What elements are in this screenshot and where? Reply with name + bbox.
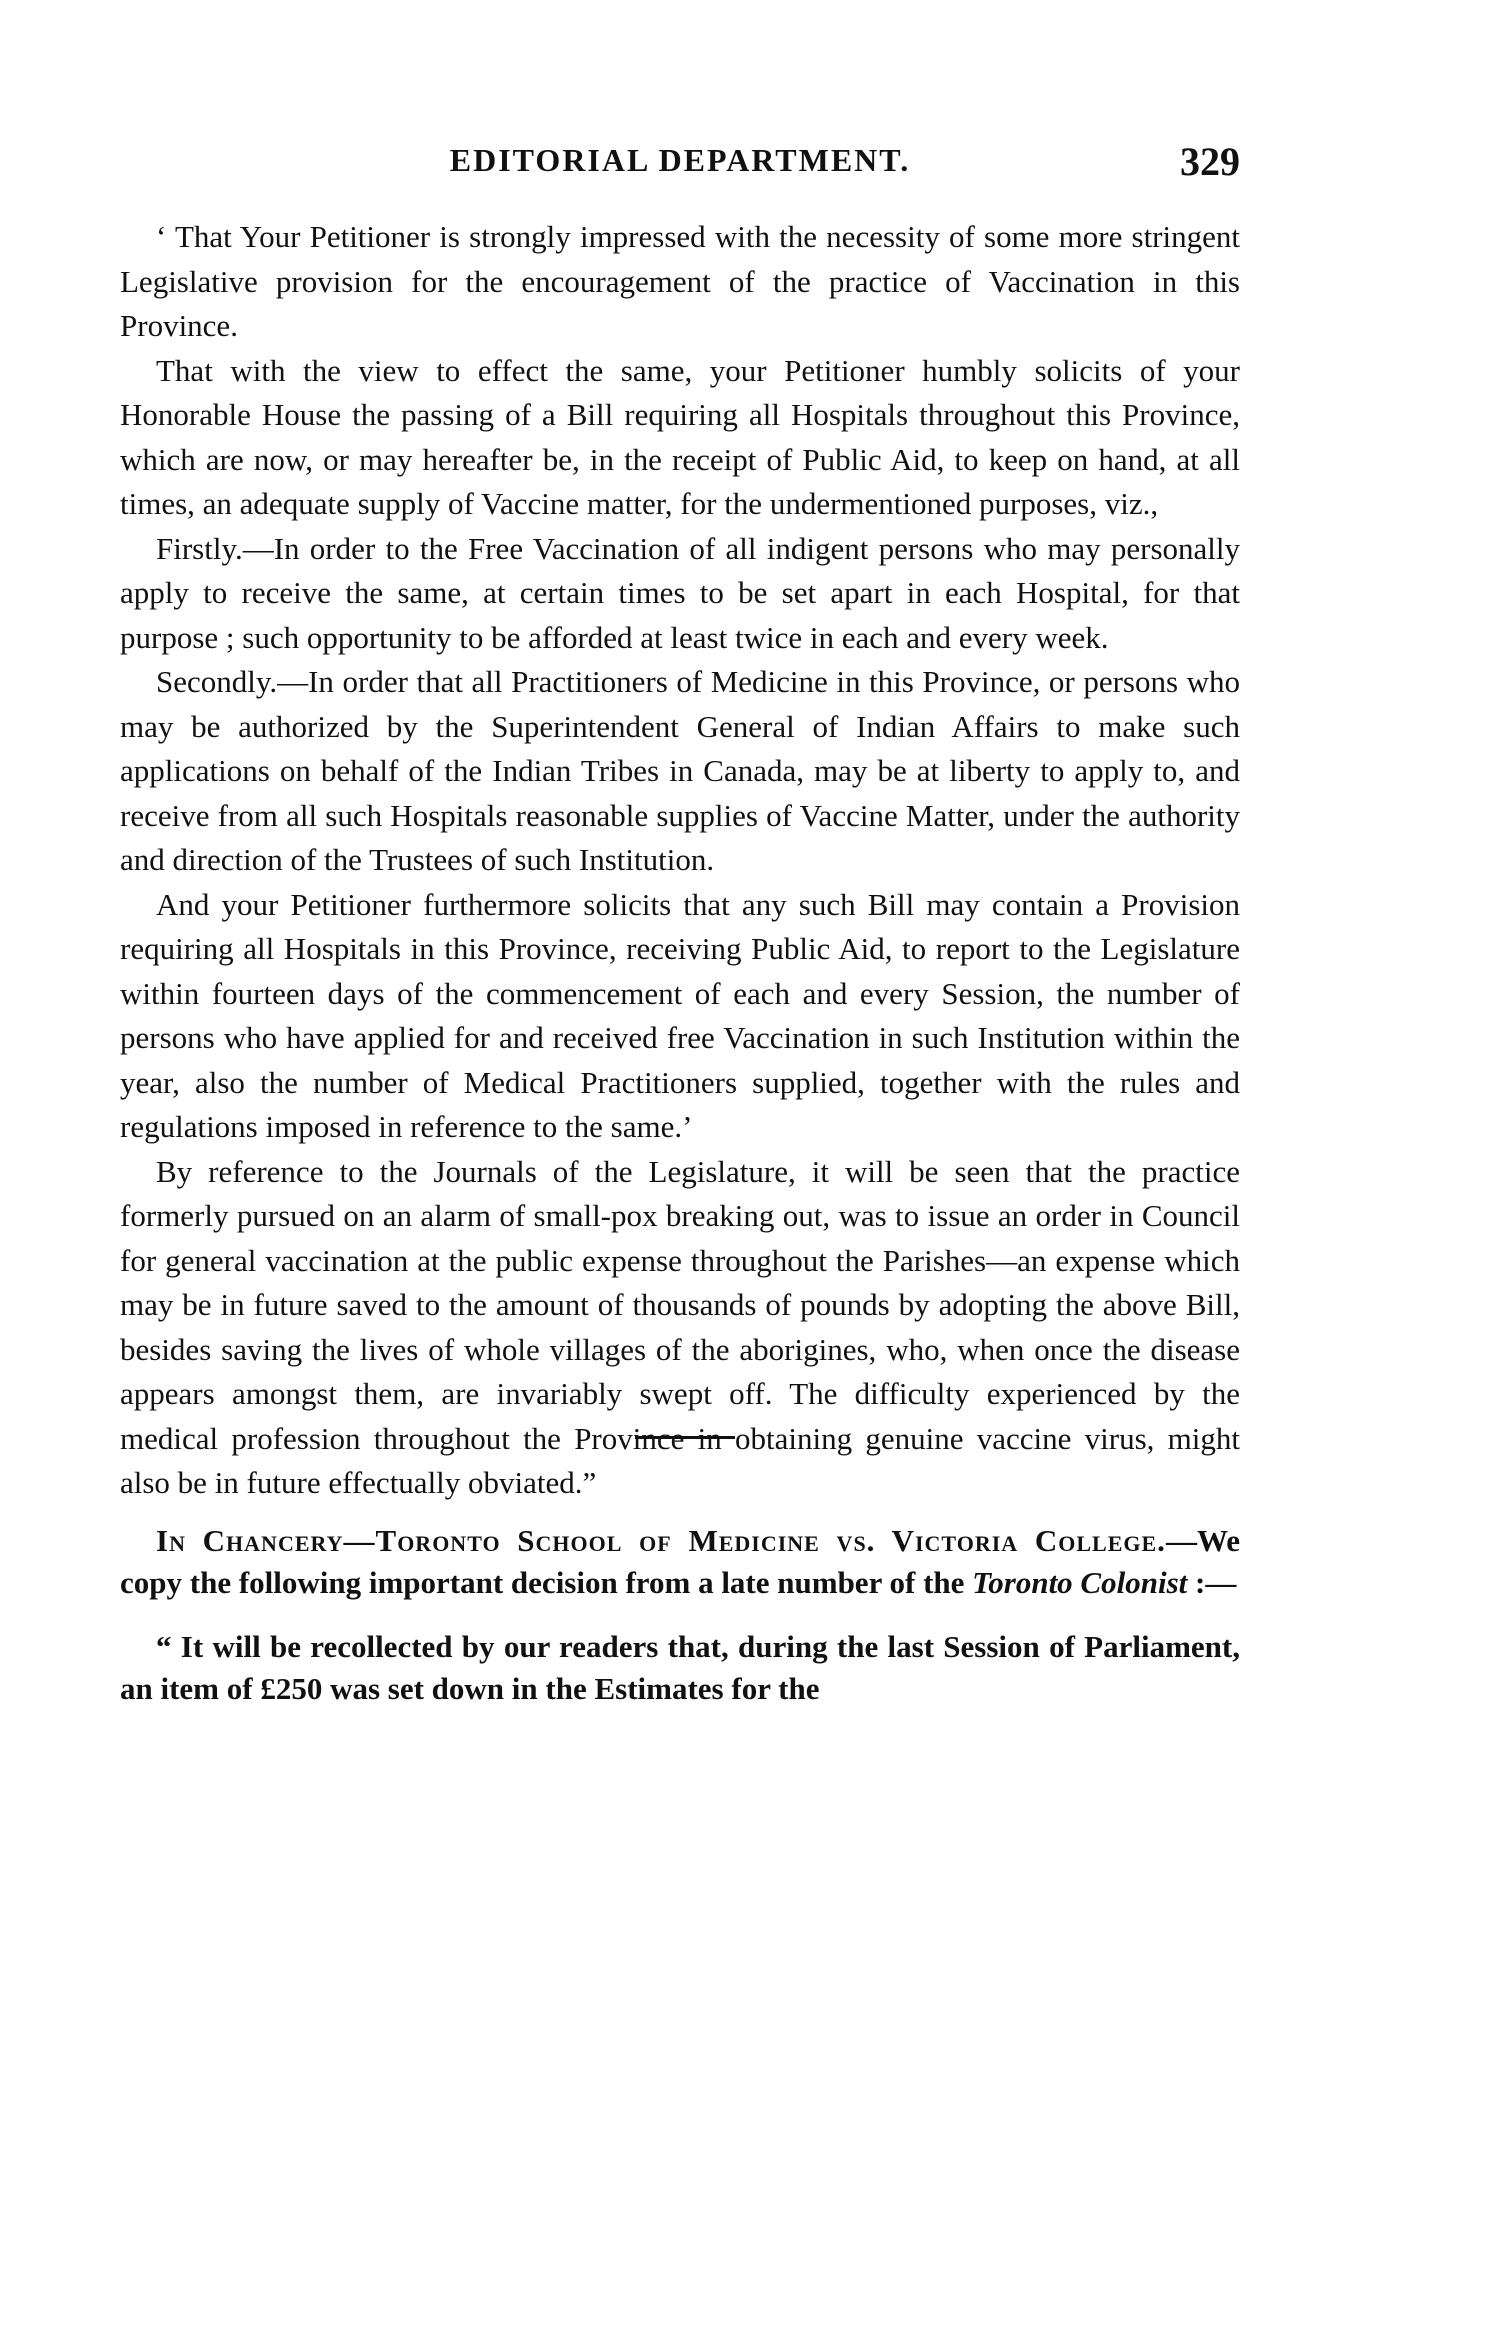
running-head [120, 138, 1240, 188]
notice-quote: “ It will be recollected by our readers that, during the last Session of Parliament, an item of £250 was set down in the Estimates for the [120, 1629, 1240, 1706]
page-number: 329 [1180, 139, 1240, 184]
notice-heading: In Chancery—Toronto School of Medicine vs. Victoria College. [156, 1523, 1166, 1558]
notice-source: Toronto Colonist [972, 1565, 1188, 1600]
running-title: EDITORIAL DEPARTMENT. [449, 142, 911, 178]
petition-paragraph: That with the view to effect the same, your Petitioner humbly solicits of your Honorable House the passing of a Bill requiring all Hospitals throughout this Province, which are now, or may hereafter be, in the receipt of Public Aid, to keep on hand, at all times, an adequate supply of Vaccine matter, for the undermentioned purposes, viz., [120, 352, 1240, 521]
petition-paragraph: Firstly.—In order to the Free Vaccination of all indigent persons who may personally apply to receive the same, at certain times to be set apart in each Hospital, for that purpose ; such opportunity to be afforded at least twice in each and every week. [120, 530, 1240, 655]
notice-source-suffix: :— [1187, 1565, 1237, 1600]
editorial-paragraph: By reference to the Journals of the Legislature, it will be seen that the practice formerly pursued on an alarm of small-pox breaking out, was to issue an order in Council for general vaccination at the public expense throughout the Parishes—an expense which may be in future saved to the amount of thousands of pounds by adopting the above Bill, besides saving the lives of whole villages of the aborigines, who, when once the disease appears amongst them, are invariably swept off. The difficulty experienced by the medical profession throughout the Province in obtaining genuine vaccine virus, might also be in future effectually obviated.” [120, 1153, 1240, 1500]
petition-paragraph: Secondly.—In order that all Practitioners of Medicine in this Province, or persons who may be authorized by the Superintendent General of Indian Affairs to make such applications on behalf of the Indian Tribes in Canada, may be at liberty to apply to, and receive from all such Hospitals reasonable supplies of Vaccine Matter, under the authority and direction of the Trustees of such Institution. [120, 664, 1240, 877]
petition-paragraph: And your Petitioner furthermore solicits that any such Bill may contain a Provision requiring all Hospitals in this Province, receiving Public Aid, to report to the Legislature within fourteen days of the commencement of each and every Session, the number of persons who have applied for and received free Vaccination in such Institution within the year, also the number of Medical Practitioners supplied, together with the rules and regulations imposed in reference to the same.’ [120, 886, 1240, 1144]
section-divider [635, 1436, 735, 1439]
petition-text [120, 215, 1240, 1506]
notice-lead-in: —We copy the following important decision from a late number of the [120, 1523, 1240, 1600]
notice-intro [120, 1520, 1240, 1604]
chancery-notice [120, 1520, 1240, 1710]
petition-paragraph: ‘ That Your Petitioner is strongly impressed with the necessity of some more stringent Legislative provision for the encouragement of the practice of Vaccination in this Province. [120, 219, 1240, 343]
